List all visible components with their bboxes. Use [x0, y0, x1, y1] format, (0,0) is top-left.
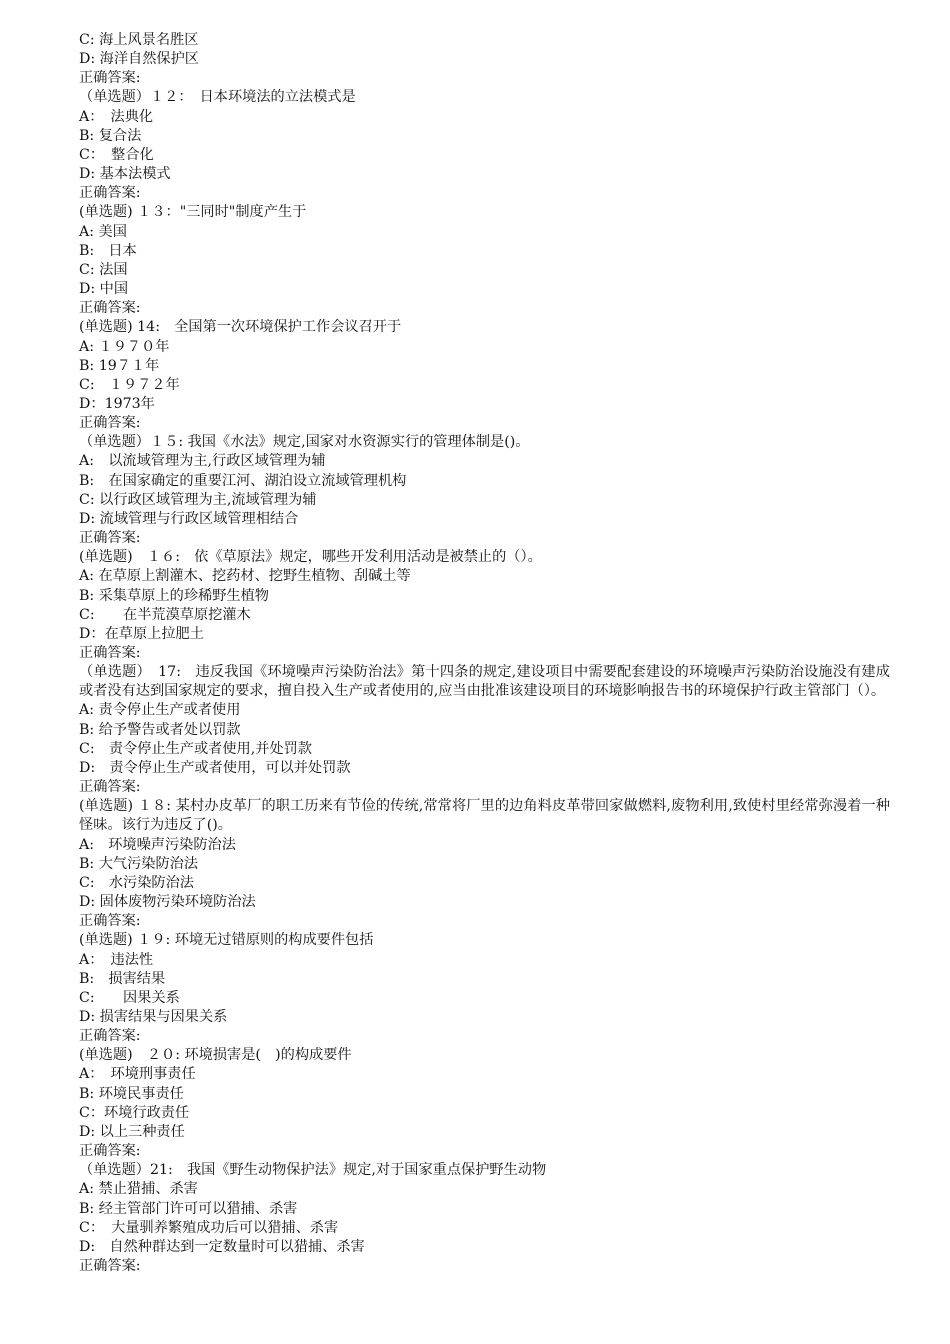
option-line: A: 以流域管理为主,行政区域管理为辅: [79, 453, 326, 470]
question-15: （单选题）１５: 我国《水法》规定,国家对水资源实行的管理体制是()。: [79, 434, 530, 451]
option-line: D: 自然种群达到一定数量时可以猎捕、杀害: [79, 1238, 365, 1255]
option-line: B: 19７１年: [79, 357, 160, 374]
option-line: B: 环境民事责任: [79, 1085, 184, 1102]
option-line: A: 环境噪声污染防治法: [79, 836, 236, 853]
answer-line: 正确答案:: [79, 913, 141, 930]
option-line: D：在草原上拉肥土: [79, 625, 204, 642]
option-line: D: 以上三种责任: [79, 1123, 185, 1140]
option-line: B: 复合法: [79, 127, 142, 144]
option-line: B: 大气污染防治法: [79, 855, 199, 872]
option-line: C: 因果关系: [79, 989, 180, 1006]
option-line: A: 在草原上割灌木、挖药材、挖野生植物、刮碱土等: [79, 568, 411, 585]
option-line: C: 以行政区域管理为主,流域管理为辅: [79, 491, 317, 508]
option-line: C： 整合化: [79, 146, 154, 163]
option-line: C: 海上风景名胜区: [79, 32, 199, 48]
answer-line: 正确答案:: [79, 185, 141, 202]
option-line: D: 海洋自然保护区: [79, 51, 199, 68]
option-line: B: 采集草原上的珍稀野生植物: [79, 587, 269, 604]
option-line: A: 禁止猎捕、杀害: [79, 1181, 198, 1198]
answer-line: 正确答案:: [79, 645, 141, 661]
option-line: C：环境行政责任: [79, 1104, 190, 1121]
answer-line: 正确答案:: [79, 779, 141, 796]
option-line: C: 法国: [79, 261, 128, 278]
answer-line: 正确答案:: [79, 530, 141, 547]
question-20: (单选题) ２０: 环境损害是( )的构成要件: [79, 1047, 352, 1064]
option-line: C: １９７２年: [79, 376, 180, 393]
option-line: A: 美国: [79, 223, 127, 240]
question-21: （单选题）21: 我国《野生动物保护法》规定,对于国家重点保护野生动物: [79, 1162, 547, 1179]
option-line: B: 损害结果: [79, 970, 166, 987]
option-line: B: 日本: [79, 242, 137, 259]
question-19: (单选题) １９: 环境无过错原则的构成要件包括: [79, 932, 374, 949]
question-12: （单选题）１２： 日本环境法的立法模式是: [79, 89, 356, 106]
answer-line: 正确答案:: [79, 70, 141, 87]
option-line: D：1973年: [79, 395, 155, 412]
option-line: B: 给予警告或者处以罚款: [79, 721, 241, 738]
option-line: A： 法典化: [79, 108, 154, 125]
option-line: B: 经主管部门许可可以猎捕、杀害: [79, 1200, 298, 1217]
option-line: A： 环境刑事责任: [79, 1066, 196, 1083]
option-line: A: １９７０年: [79, 338, 170, 355]
answer-line: 正确答案:: [79, 1258, 141, 1274]
question-14: (单选题) 14: 全国第一次环境保护工作会议召开于: [79, 319, 402, 336]
answer-line: 正确答案:: [79, 415, 141, 432]
option-line: B: 在国家确定的重要江河、湖泊设立流域管理机构: [79, 472, 407, 489]
option-line: D: 流域管理与行政区域管理相结合: [79, 510, 299, 527]
question-16: (单选题) １６: 依《草原法》规定，哪些开发利用活动是被禁止的（）。: [79, 549, 542, 566]
answer-line: 正确答案:: [79, 1143, 141, 1160]
answer-line: 正确答案:: [79, 1028, 141, 1045]
option-line: C: 在半荒漠草原挖灌木: [79, 606, 251, 623]
option-line: A: 责令停止生产或者使用: [79, 702, 241, 719]
question-13: (单选题) １３："三同时"制度产生于: [79, 204, 307, 221]
answer-line: 正确答案:: [79, 300, 141, 317]
option-line: D: 中国: [79, 281, 129, 298]
option-line: D: 责令停止生产或者使用，可以并处罚款: [79, 759, 351, 776]
question-18: (单选题) １８: 某村办皮革厂的职工历来有节俭的传统,常常将厂里的边角料皮革带回家做燃料,废物利用,致使村里经常弥漫着一种怪味。该行为违反了()。: [79, 798, 890, 834]
option-line: D: 损害结果与因果关系: [79, 1008, 228, 1025]
option-line: C: 责令停止生产或者使用,并处罚款: [79, 740, 312, 757]
option-line: A： 违法性: [79, 951, 154, 968]
option-line: C: 水污染防治法: [79, 874, 194, 891]
option-line: D: 固体废物污染环境防治法: [79, 894, 256, 911]
option-line: D: 基本法模式: [79, 166, 171, 183]
question-17: （单选题） 17: 违反我国《环境噪声污染防治法》第十四条的规定,建设项目中需要配套建设的环境噪声污染防治设施没有建成或者没有达到国家规定的要求，擅自投入生产或者使用的,应当由批准该建设项目的环境影响报告书的环境保护行政主管部门（）。: [79, 664, 890, 700]
option-line: C： 大量驯养繁殖成功后可以猎捕、杀害: [79, 1219, 339, 1236]
